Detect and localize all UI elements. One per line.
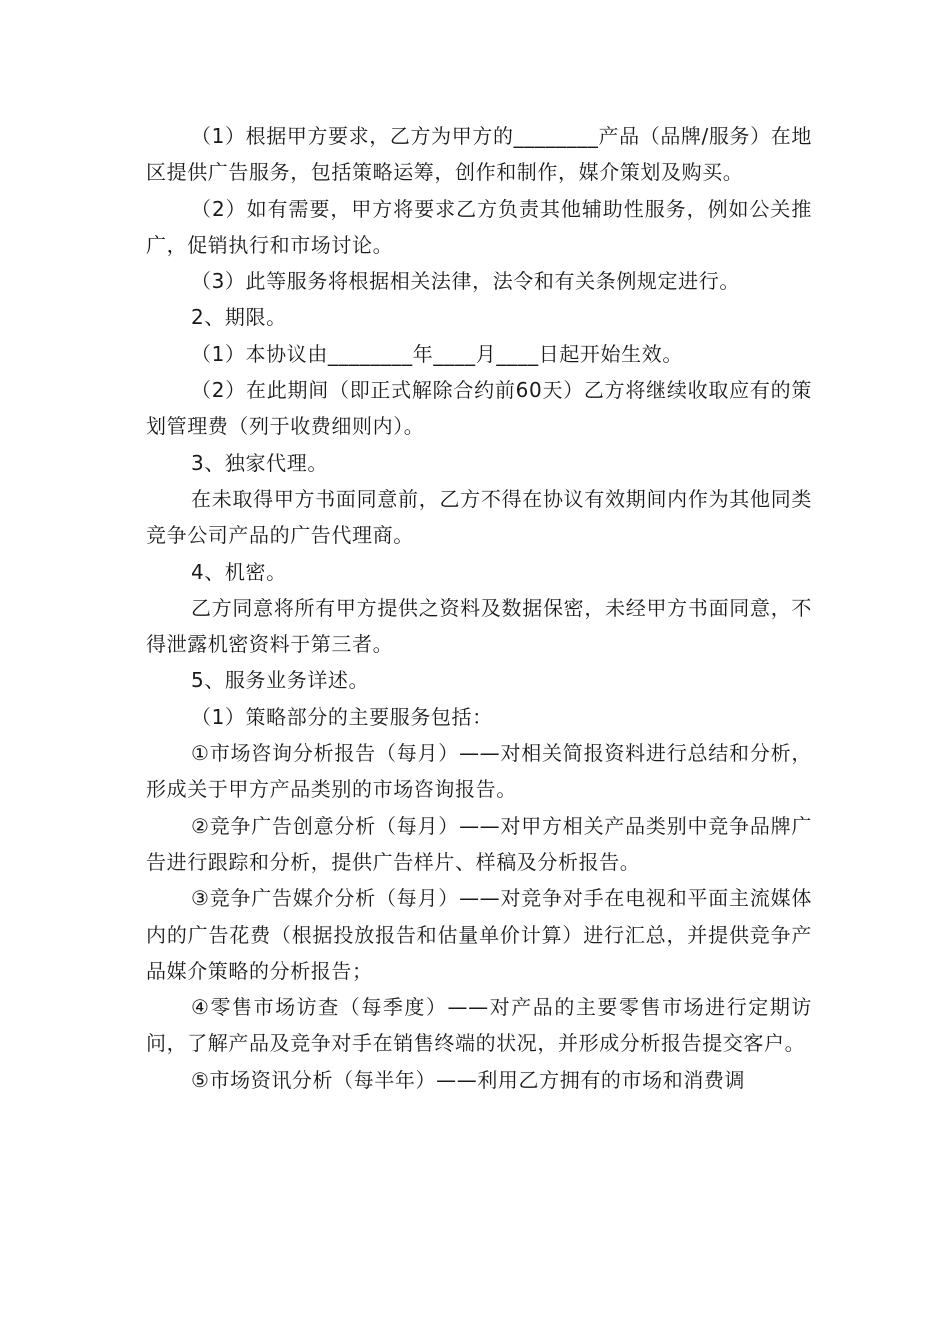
paragraph-term-2: （2）在此期间（即正式解除合约前60天）乙方将继续收取应有的策划管理费（列于收费细则内）。 [146,378,812,439]
paragraph-confidentiality: 乙方同意将所有甲方提供之资料及数据保密，未经甲方书面同意，不得泄露机密资料于第三者。 [146,595,812,657]
paragraph-service-scope-1: （1）根据甲方要求，乙方为甲方的________产品（品牌/服务）在地区提供广告服务，包括策略运筹，创作和制作，媒介策划及购买。 [146,124,812,185]
paragraph-exclusive-agency: 在未取得甲方书面同意前，乙方不得在协议有效期间内作为其他同类竞争公司产品的广告代理商。 [146,486,812,548]
paragraph-term-1: （1）本协议由________年____月____日起开始生效。 [191,341,683,366]
paragraph-strategy-services: （1）策略部分的主要服务包括： [191,704,493,729]
section-heading-service-details: 5、服务业务详述。 [191,668,370,693]
list-item-market-info-analysis: ⑤市场资讯分析（每半年）——利用乙方拥有的市场和消费调 [191,1067,746,1092]
list-item-retail-visits: ④零售市场访查（每季度）——对产品的主要零售市场进行定期访问，了解产品及竞争对手在销售终端的状况，并形成分析报告提交客户。 [146,995,812,1056]
document-body [146,118,812,1098]
section-heading-confidentiality: 4、机密。 [191,559,287,584]
section-heading-exclusive-agency: 3、独家代理。 [191,450,328,475]
paragraph-service-scope-3: （3）此等服务将根据相关法律，法令和有关条例规定进行。 [191,269,740,294]
paragraph-service-scope-2: （2）如有需要，甲方将要求乙方负责其他辅助性服务，例如公关推广，促销执行和市场讨论。 [146,196,812,257]
list-item-media-analysis: ③竞争广告媒介分析（每月）——对竞争对手在电视和平面主流媒体内的广告花费（根据投放报告和估量单价计算）进行汇总，并提供竞争产品媒介策略的分析报告； [146,886,812,983]
list-item-creative-analysis: ②竞争广告创意分析（每月）——对甲方相关产品类别中竞争品牌广告进行跟踪和分析，提供广告样片、样稿及分析报告。 [146,813,812,874]
list-item-market-report: ①市场咨询分析报告（每月）——对相关简报资料进行总结和分析，形成关于甲方产品类别的市场咨询报告。 [146,741,812,802]
section-heading-term: 2、期限。 [191,305,287,330]
